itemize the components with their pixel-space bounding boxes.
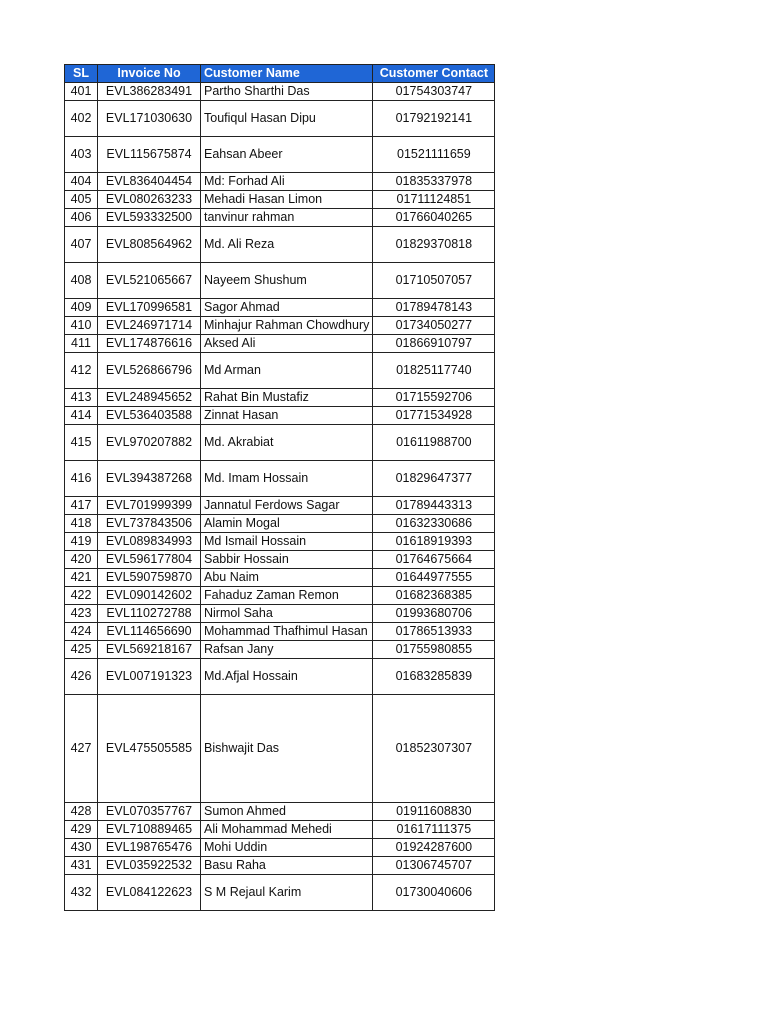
cell-customer-contact: 01734050277: [373, 317, 495, 335]
cell-customer-contact: 01789478143: [373, 299, 495, 317]
cell-customer-contact: 01632330686: [373, 515, 495, 533]
cell-customer-name: Alamin Mogal: [201, 515, 373, 533]
cell-sl: 421: [65, 569, 98, 587]
table-row: [65, 659, 495, 695]
cell-invoice-no: EVL246971714: [98, 317, 201, 335]
cell-customer-name: Rahat Bin Mustafiz: [201, 389, 373, 407]
cell-customer-name: Md. Ali Reza: [201, 227, 373, 263]
cell-customer-name: Mohammad Thafhimul Hasan: [201, 623, 373, 641]
cell-invoice-no: EVL070357767: [98, 803, 201, 821]
table-row: [65, 569, 495, 587]
cell-customer-name: Md.Afjal Hossain: [201, 659, 373, 695]
cell-customer-contact: 01911608830: [373, 803, 495, 821]
cell-sl: 426: [65, 659, 98, 695]
cell-sl: 411: [65, 335, 98, 353]
cell-customer-contact: 01521111659: [373, 137, 495, 173]
cell-customer-contact: 01789443313: [373, 497, 495, 515]
cell-sl: 425: [65, 641, 98, 659]
table-header-row: [65, 65, 495, 83]
table-row: [65, 857, 495, 875]
table-row: [65, 353, 495, 389]
cell-customer-contact: 01306745707: [373, 857, 495, 875]
cell-invoice-no: EVL526866796: [98, 353, 201, 389]
header-invoice-no: Invoice No: [98, 65, 201, 83]
cell-invoice-no: EVL198765476: [98, 839, 201, 857]
cell-invoice-no: EVL596177804: [98, 551, 201, 569]
table-row: [65, 623, 495, 641]
cell-customer-name: Basu Raha: [201, 857, 373, 875]
cell-invoice-no: EVL110272788: [98, 605, 201, 623]
table-row: [65, 497, 495, 515]
cell-invoice-no: EVL737843506: [98, 515, 201, 533]
cell-invoice-no: EVL808564962: [98, 227, 201, 263]
cell-sl: 416: [65, 461, 98, 497]
cell-customer-name: Mohi Uddin: [201, 839, 373, 857]
cell-sl: 427: [65, 695, 98, 803]
cell-sl: 412: [65, 353, 98, 389]
cell-customer-name: Sagor Ahmad: [201, 299, 373, 317]
cell-customer-name: Md. Akrabiat: [201, 425, 373, 461]
cell-sl: 423: [65, 605, 98, 623]
cell-sl: 415: [65, 425, 98, 461]
cell-customer-contact: 01829647377: [373, 461, 495, 497]
cell-invoice-no: EVL710889465: [98, 821, 201, 839]
cell-customer-contact: 01771534928: [373, 407, 495, 425]
cell-customer-contact: 01766040265: [373, 209, 495, 227]
cell-customer-name: Eahsan Abeer: [201, 137, 373, 173]
cell-customer-name: Nirmol Saha: [201, 605, 373, 623]
table-row: [65, 803, 495, 821]
cell-sl: 406: [65, 209, 98, 227]
cell-invoice-no: EVL170996581: [98, 299, 201, 317]
cell-customer-contact: 01924287600: [373, 839, 495, 857]
cell-customer-contact: 01618919393: [373, 533, 495, 551]
cell-invoice-no: EVL590759870: [98, 569, 201, 587]
cell-customer-contact: 01792192141: [373, 101, 495, 137]
cell-customer-name: Rafsan Jany: [201, 641, 373, 659]
cell-sl: 414: [65, 407, 98, 425]
cell-sl: 422: [65, 587, 98, 605]
table-row: [65, 173, 495, 191]
cell-customer-contact: 01852307307: [373, 695, 495, 803]
cell-customer-name: Md: Forhad Ali: [201, 173, 373, 191]
cell-sl: 404: [65, 173, 98, 191]
cell-customer-contact: 01829370818: [373, 227, 495, 263]
table-row: [65, 209, 495, 227]
cell-invoice-no: EVL114656690: [98, 623, 201, 641]
table-row: [65, 695, 495, 803]
cell-customer-contact: 01786513933: [373, 623, 495, 641]
table-row: [65, 389, 495, 407]
table-row: [65, 605, 495, 623]
cell-customer-contact: 01710507057: [373, 263, 495, 299]
cell-invoice-no: EVL475505585: [98, 695, 201, 803]
table-row: [65, 875, 495, 911]
cell-invoice-no: EVL089834993: [98, 533, 201, 551]
table-row: [65, 317, 495, 335]
cell-sl: 407: [65, 227, 98, 263]
invoice-table: [64, 64, 495, 911]
cell-sl: 405: [65, 191, 98, 209]
cell-customer-contact: 01683285839: [373, 659, 495, 695]
cell-sl: 403: [65, 137, 98, 173]
cell-customer-name: Nayeem Shushum: [201, 263, 373, 299]
cell-invoice-no: EVL593332500: [98, 209, 201, 227]
cell-customer-name: Abu Naim: [201, 569, 373, 587]
cell-sl: 424: [65, 623, 98, 641]
cell-sl: 410: [65, 317, 98, 335]
table-row: [65, 425, 495, 461]
cell-customer-contact: 01711124851: [373, 191, 495, 209]
cell-invoice-no: EVL521065667: [98, 263, 201, 299]
cell-customer-contact: 01715592706: [373, 389, 495, 407]
table-row: [65, 335, 495, 353]
cell-sl: 428: [65, 803, 98, 821]
table-row: [65, 407, 495, 425]
cell-customer-contact: 01644977555: [373, 569, 495, 587]
cell-customer-contact: 01754303747: [373, 83, 495, 101]
cell-customer-contact: 01755980855: [373, 641, 495, 659]
cell-invoice-no: EVL394387268: [98, 461, 201, 497]
cell-customer-name: Md Ismail Hossain: [201, 533, 373, 551]
cell-customer-name: Fahaduz Zaman Remon: [201, 587, 373, 605]
cell-customer-contact: 01866910797: [373, 335, 495, 353]
cell-customer-name: Minhajur Rahman Chowdhury: [201, 317, 373, 335]
cell-invoice-no: EVL569218167: [98, 641, 201, 659]
cell-customer-contact: 01993680706: [373, 605, 495, 623]
cell-sl: 420: [65, 551, 98, 569]
table-row: [65, 83, 495, 101]
cell-sl: 431: [65, 857, 98, 875]
cell-customer-name: Partho Sharthi Das: [201, 83, 373, 101]
cell-sl: 417: [65, 497, 98, 515]
table-row: [65, 263, 495, 299]
cell-customer-contact: 01825117740: [373, 353, 495, 389]
cell-customer-name: Sumon Ahmed: [201, 803, 373, 821]
cell-customer-name: Toufiqul Hasan Dipu: [201, 101, 373, 137]
cell-sl: 413: [65, 389, 98, 407]
header-sl: SL: [65, 65, 98, 83]
cell-customer-contact: 01835337978: [373, 173, 495, 191]
cell-invoice-no: EVL970207882: [98, 425, 201, 461]
cell-invoice-no: EVL536403588: [98, 407, 201, 425]
cell-invoice-no: EVL248945652: [98, 389, 201, 407]
cell-customer-name: Sabbir Hossain: [201, 551, 373, 569]
cell-customer-name: Md Arman: [201, 353, 373, 389]
table-row: [65, 299, 495, 317]
cell-sl: 408: [65, 263, 98, 299]
cell-customer-name: Zinnat Hasan: [201, 407, 373, 425]
cell-customer-name: S M Rejaul Karim: [201, 875, 373, 911]
table-row: [65, 227, 495, 263]
cell-customer-name: Bishwajit Das: [201, 695, 373, 803]
cell-invoice-no: EVL035922532: [98, 857, 201, 875]
cell-sl: 401: [65, 83, 98, 101]
cell-sl: 409: [65, 299, 98, 317]
cell-invoice-no: EVL386283491: [98, 83, 201, 101]
cell-customer-contact: 01764675664: [373, 551, 495, 569]
cell-customer-name: Jannatul Ferdows Sagar: [201, 497, 373, 515]
table-row: [65, 551, 495, 569]
header-customer-contact: Customer Contact: [373, 65, 495, 83]
cell-customer-contact: 01617111375: [373, 821, 495, 839]
table-row: [65, 137, 495, 173]
cell-sl: 429: [65, 821, 98, 839]
cell-invoice-no: EVL007191323: [98, 659, 201, 695]
table-row: [65, 839, 495, 857]
cell-sl: 419: [65, 533, 98, 551]
cell-invoice-no: EVL084122623: [98, 875, 201, 911]
cell-invoice-no: EVL090142602: [98, 587, 201, 605]
table-row: [65, 461, 495, 497]
table-row: [65, 821, 495, 839]
cell-customer-name: Ali Mohammad Mehedi: [201, 821, 373, 839]
cell-customer-contact: 01682368385: [373, 587, 495, 605]
cell-customer-contact: 01730040606: [373, 875, 495, 911]
cell-invoice-no: EVL115675874: [98, 137, 201, 173]
table-row: [65, 191, 495, 209]
cell-customer-name: Mehadi Hasan Limon: [201, 191, 373, 209]
table-row: [65, 101, 495, 137]
cell-invoice-no: EVL174876616: [98, 335, 201, 353]
header-customer-name: Customer Name: [201, 65, 373, 83]
cell-invoice-no: EVL171030630: [98, 101, 201, 137]
cell-customer-contact: 01611988700: [373, 425, 495, 461]
table-row: [65, 641, 495, 659]
cell-invoice-no: EVL836404454: [98, 173, 201, 191]
cell-sl: 432: [65, 875, 98, 911]
cell-invoice-no: EVL701999399: [98, 497, 201, 515]
cell-sl: 402: [65, 101, 98, 137]
cell-invoice-no: EVL080263233: [98, 191, 201, 209]
cell-customer-name: tanvinur rahman: [201, 209, 373, 227]
cell-sl: 418: [65, 515, 98, 533]
table-row: [65, 533, 495, 551]
cell-customer-name: Aksed Ali: [201, 335, 373, 353]
table-row: [65, 515, 495, 533]
cell-customer-name: Md. Imam Hossain: [201, 461, 373, 497]
cell-sl: 430: [65, 839, 98, 857]
table-row: [65, 587, 495, 605]
